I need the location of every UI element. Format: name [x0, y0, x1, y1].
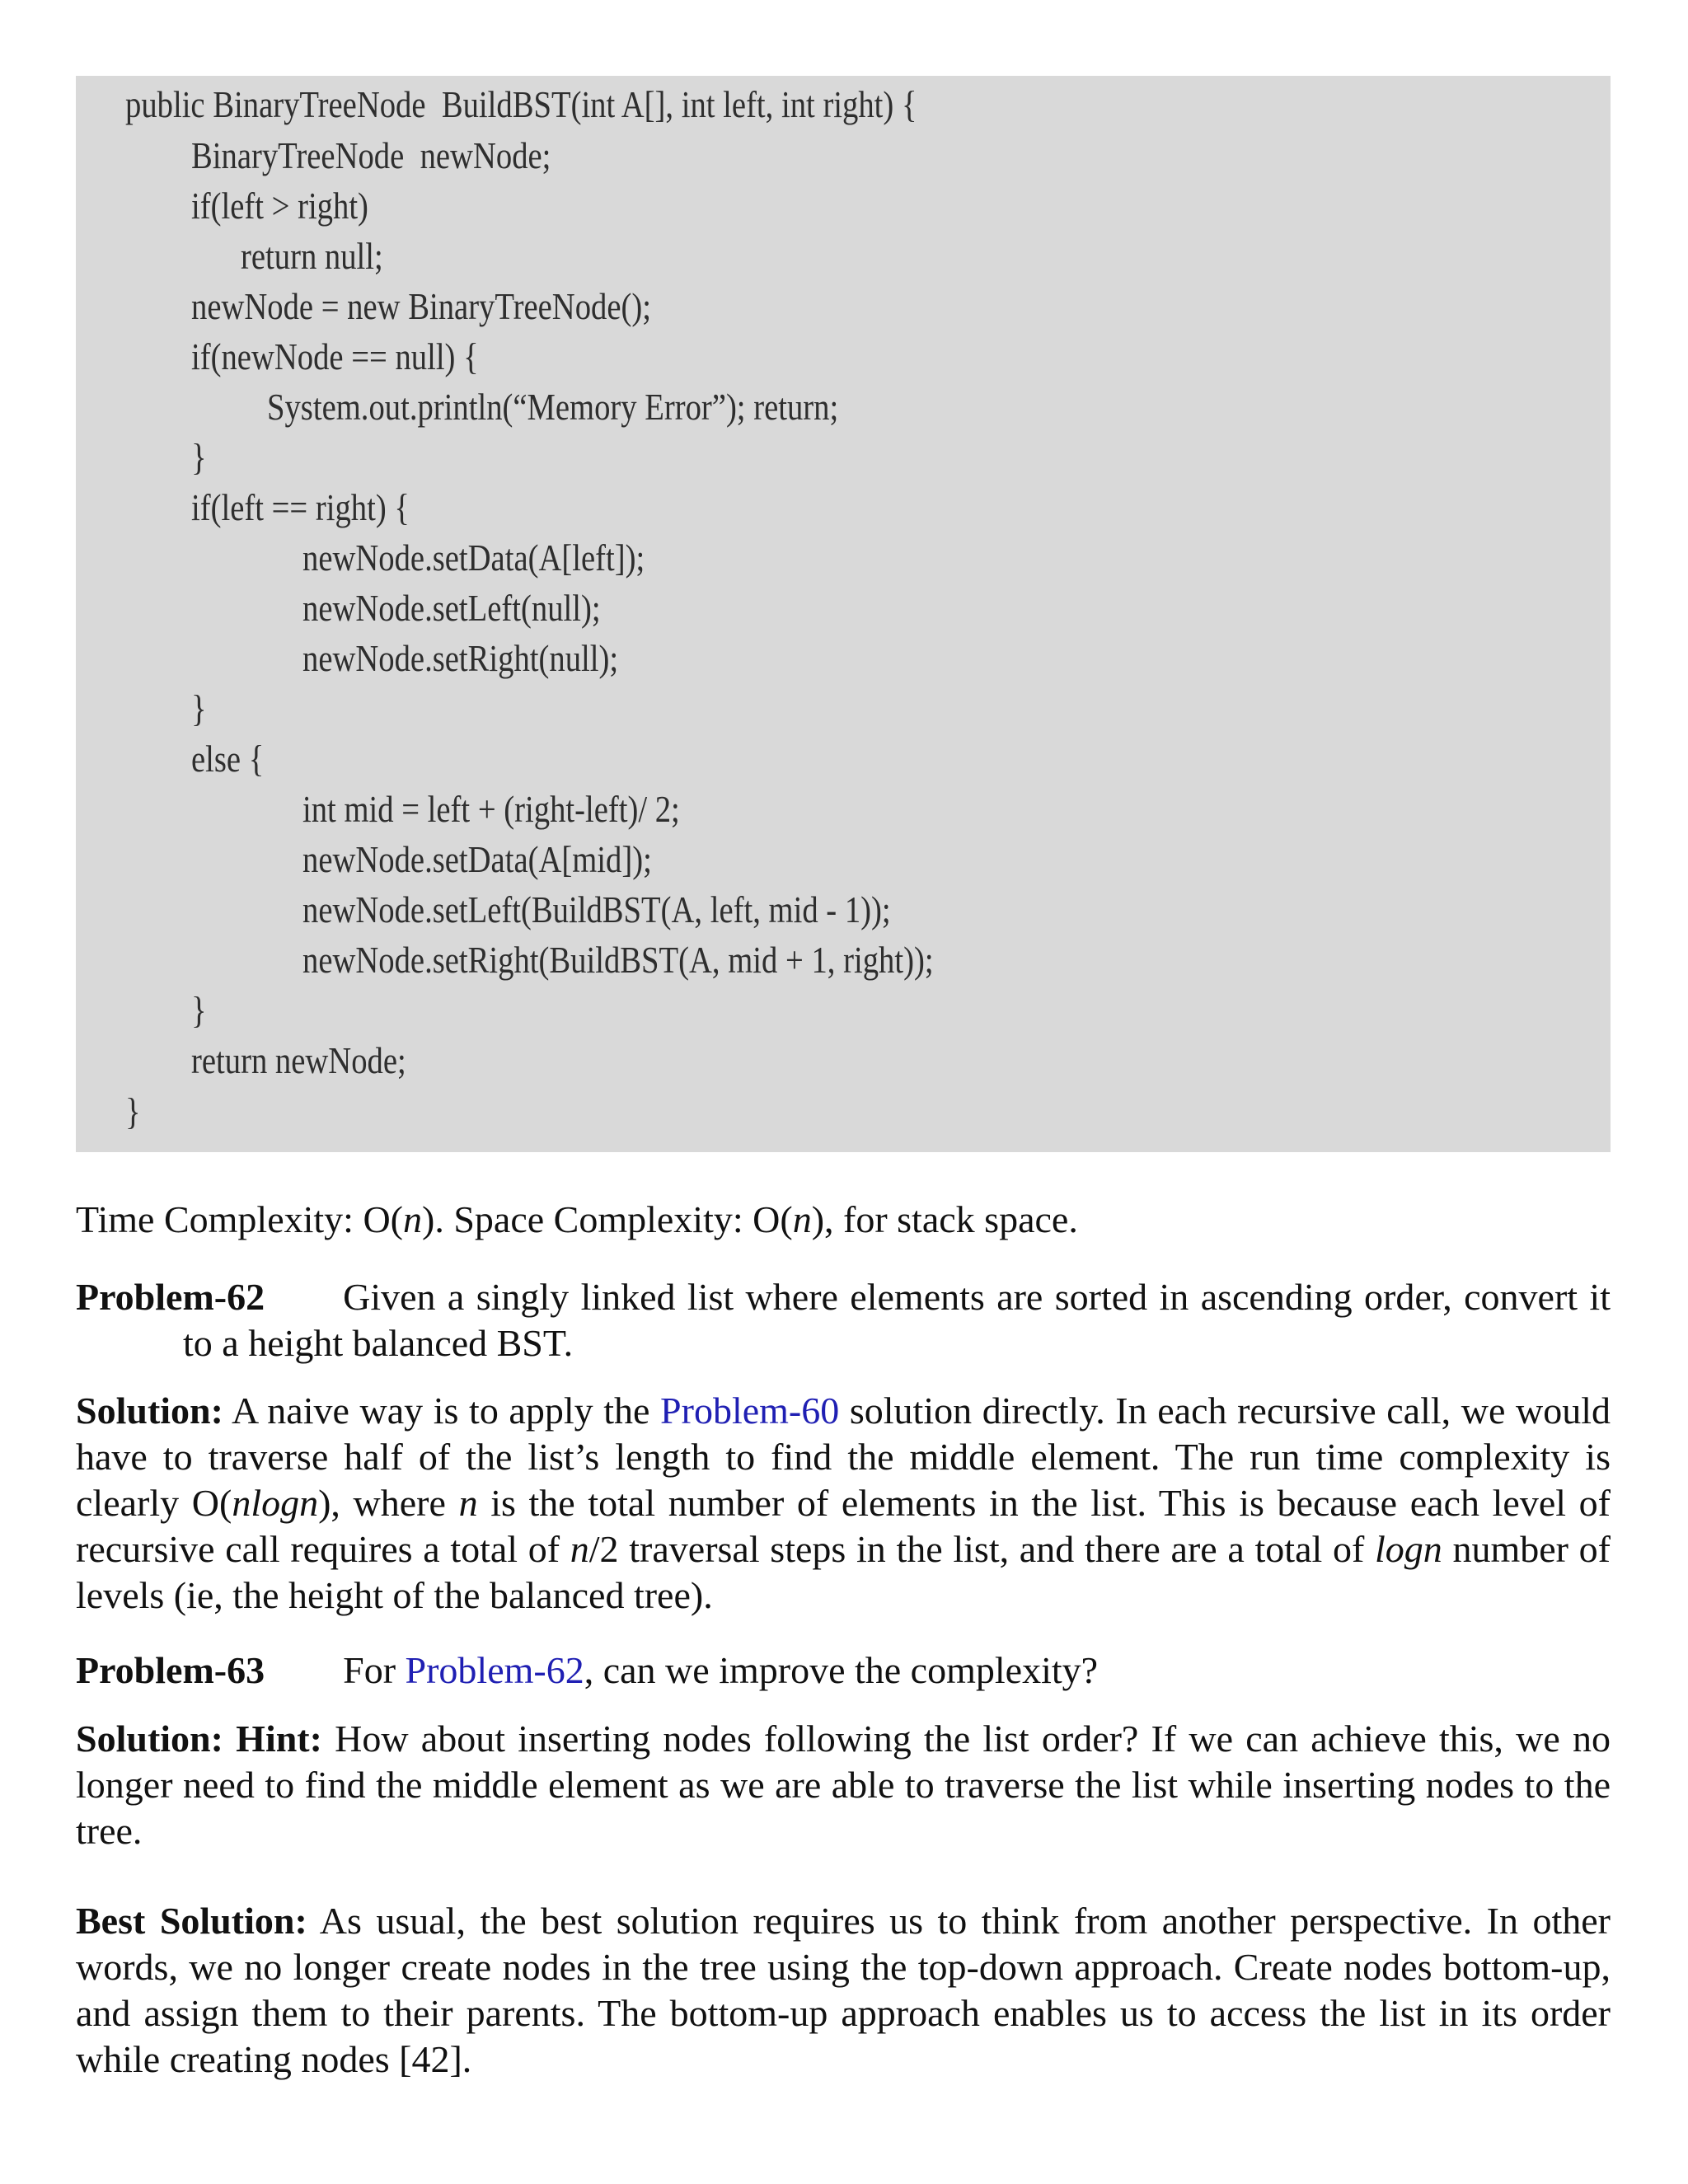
- code-line: return null;: [241, 235, 383, 277]
- code-line: if(left > right): [191, 185, 368, 227]
- solution-label: Solution:: [76, 1390, 223, 1432]
- code-block: [76, 76, 1611, 1152]
- hint-label: Solution: Hint:: [76, 1718, 322, 1760]
- best-solution-label: Best Solution:: [76, 1900, 307, 1942]
- code-line: newNode.setRight(null);: [302, 637, 619, 679]
- problem-63: Problem-63 For Problem-62, can we improve the complexity?: [76, 1649, 1099, 1691]
- code-line: }: [191, 989, 207, 1031]
- problem-62-link[interactable]: Problem-62: [405, 1649, 584, 1691]
- code-line: newNode.setLeft(null);: [302, 587, 601, 629]
- code-line: }: [191, 687, 207, 729]
- problem-62-text: Given a singly linked list where elements are sorted in ascending order, convert it to a height balanced BST.: [183, 1276, 1611, 1364]
- problem-63-label: Problem-63: [76, 1649, 265, 1691]
- complexity-line: Time Complexity: O(n). Space Complexity: O(n), for stack space.: [76, 1198, 1078, 1240]
- code-line: newNode.setRight(BuildBST(A, mid + 1, right));: [302, 939, 934, 981]
- code-line: return newNode;: [191, 1039, 406, 1081]
- code-line: BinaryTreeNode newNode;: [191, 134, 551, 176]
- code-line: if(newNode == null) {: [191, 335, 479, 377]
- code-line: else {: [191, 738, 265, 780]
- code-line: if(left == right) {: [191, 486, 410, 528]
- solution-62: Solution: A naive way is to apply the Problem-60 solution directly. In each recursive call, we would have to traverse half of the list’s length to find the middle element. The run time complexity is clearly O(nlogn), where n is the total number of elements in the list. This is because each level of recursive call requires a total of n/2 traversal steps in the list, and there are a total of logn number of levels (ie, the height of the balanced tree).: [76, 1390, 1611, 1616]
- problem-60-link[interactable]: Problem-60: [660, 1390, 840, 1432]
- code-line: int mid = left + (right-left)/ 2;: [302, 788, 680, 830]
- code-line: }: [125, 1090, 141, 1132]
- code-line: }: [191, 436, 207, 478]
- problem-62: [76, 1274, 1611, 1366]
- best-solution-63: Best Solution: As usual, the best solution requires us to think from another perspective. In other words, we no longer create nodes in the tree using the top-down approach. Create nodes bottom-up, and assign them to their parents. The bottom-up approach enables us to access the list in its order while creating nodes [42].: [76, 1900, 1611, 2080]
- code-line: newNode.setData(A[mid]);: [302, 838, 652, 880]
- code-line: newNode.setLeft(BuildBST(A, left, mid - 1));: [302, 888, 891, 930]
- problem-62-label: Problem-62: [76, 1276, 265, 1318]
- code-line: public BinaryTreeNode BuildBST(int A[], int left, int right) {: [125, 83, 917, 125]
- code-line: System.out.println(“Memory Error”); return;: [267, 386, 839, 428]
- hint-63: Solution: Hint: How about inserting nodes following the list order? If we can achieve this, we no longer need to find the middle element as we are able to traverse the list while inserting nodes to the tree.: [76, 1718, 1611, 1852]
- code-line: newNode.setData(A[left]);: [302, 537, 645, 579]
- code-line: newNode = new BinaryTreeNode();: [191, 285, 651, 327]
